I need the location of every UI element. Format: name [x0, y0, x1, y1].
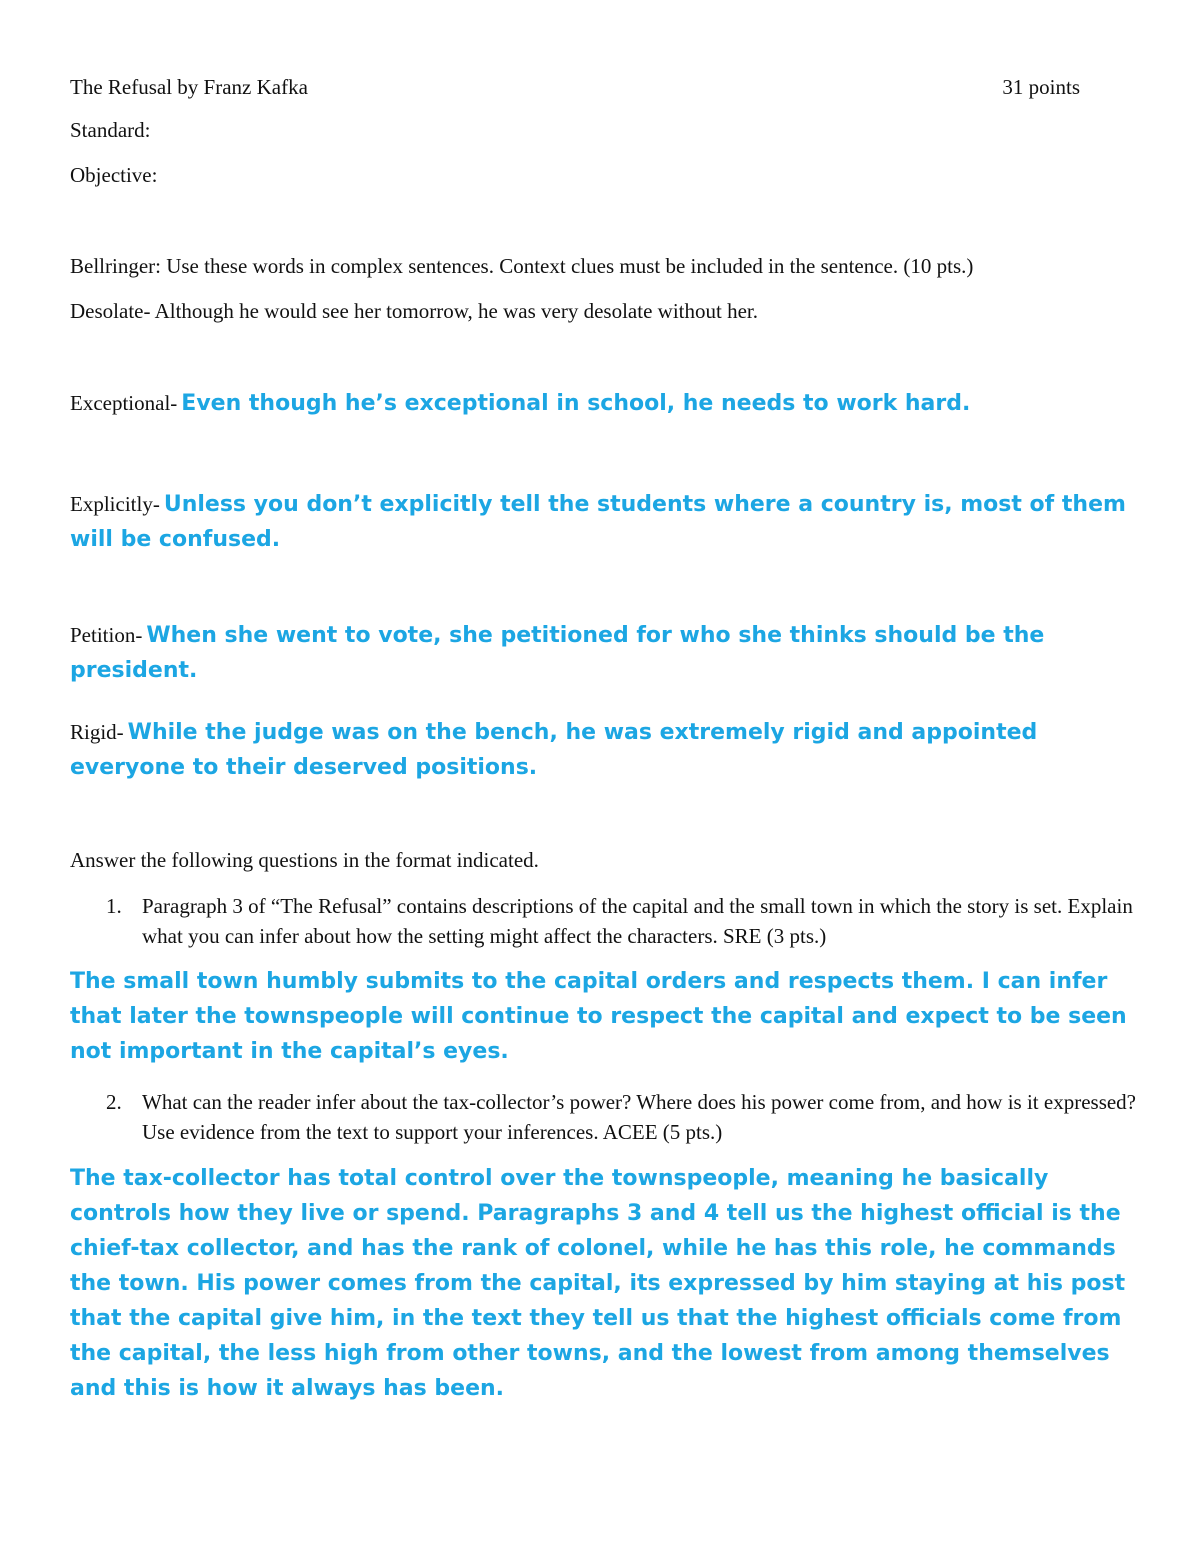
question-text: What can the reader infer about the tax-collector’s power? Where does his power come from, and how is it expressed? Use evidence from the text to support your inferences. ACEE (5 pts.) [142, 1090, 1137, 1144]
answer-2: The tax-collector has total control over the townspeople, meaning he basically controls how they live or spend. Paragraphs 3 and 4 tell us the highest official is the chief-tax collector, and has the rank of colonel, while he has this role, he commands the town. His power comes from the capital, its expressed by him staying at his post that the capital give him, in the text they tell us that the highest officials come from the capital, the less high from other towns, and the lowest from among themselves and this is how it always has been. [70, 1166, 1126, 1401]
objective-label: Objective: [70, 163, 158, 187]
questions-instructions: Answer the following questions in the format indicated. [70, 848, 539, 872]
question-2 [106, 1087, 1136, 1147]
question-number: 1. [106, 894, 122, 918]
vocab-item-petition [70, 618, 1140, 688]
vocab-item-exceptional [70, 386, 1140, 421]
vocab-term: Rigid- [70, 720, 124, 744]
vocab-item-explicitly [70, 487, 1140, 557]
document-title: The Refusal by Franz Kafka [70, 75, 308, 99]
question-1 [106, 891, 1136, 951]
standard-label: Standard: [70, 118, 151, 142]
header-row [70, 72, 1080, 102]
vocab-term: Explicitly- [70, 492, 160, 516]
vocab-sentence: Although he would see her tomorrow, he was very desolate without her. [154, 299, 758, 323]
bellringer-instructions: Bellringer: Use these words in complex sentences. Context clues must be included in the sentence. (10 pts.) [70, 254, 974, 278]
vocab-term: Desolate- [70, 299, 151, 323]
vocab-item-desolate [70, 296, 1140, 326]
answer-1: The small town humbly submits to the capital orders and respects them. I can infer that later the townspeople will continue to respect the capital and expect to be seen not important in the capital’s eyes. [70, 969, 1127, 1064]
vocab-answer: While the judge was on the bench, he was extremely rigid and appointed everyone to their deserved positions. [70, 720, 1038, 780]
vocab-answer: When she went to vote, she petitioned for who she thinks should be the president. [70, 623, 1045, 683]
vocab-term: Exceptional- [70, 391, 178, 415]
question-number: 2. [106, 1090, 122, 1114]
vocab-answer: Unless you don’t explicitly tell the students where a country is, most of them will be confused. [70, 492, 1126, 552]
vocab-term: Petition- [70, 623, 143, 647]
question-text: Paragraph 3 of “The Refusal” contains descriptions of the capital and the small town in which the story is set. Explain what you can infer about how the setting might affect the characters. SRE (3 pts.) [142, 894, 1133, 948]
vocab-item-rigid [70, 715, 1140, 785]
vocab-answer: Even though he’s exceptional in school, he needs to work hard. [181, 391, 971, 416]
points-total: 31 points [1002, 75, 1080, 99]
